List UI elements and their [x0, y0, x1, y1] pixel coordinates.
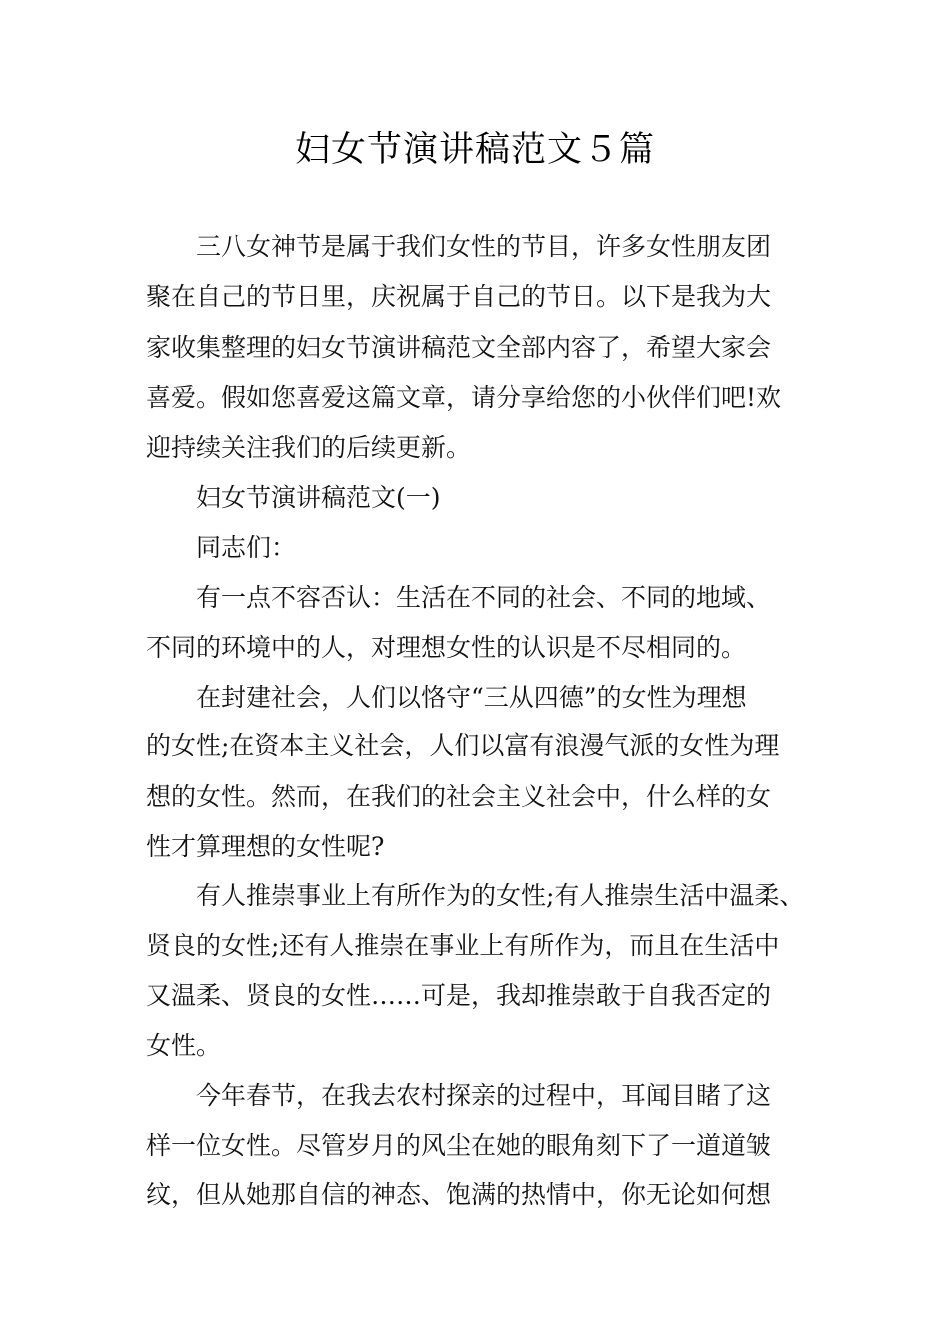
text-line: 性才算理想的女性呢? — [146, 832, 385, 861]
text-line: 纹，但从她那自信的神态、饱满的热情中，你无论如何想 — [146, 1180, 772, 1209]
text-line: 聚在自己的节日里，庆祝属于自己的节日。以下是我为大 — [146, 282, 772, 311]
section-heading: 妇女节演讲稿范文(一) — [196, 483, 441, 512]
text-line: 今年春节，在我去农村探亲的过程中，耳闻目睹了这 — [196, 1081, 772, 1110]
text-line: 迎持续关注我们的后续更新。 — [146, 433, 472, 462]
text-line: 又温柔、贤良的女性……可是，我却推崇敢于自我否定的 — [146, 981, 772, 1010]
text-line: 有人推崇事业上有所作为的女性;有人推崇生活中温柔、 — [196, 881, 805, 910]
text-line: 贤良的女性;还有人推崇在事业上有所作为，而且在生活中 — [146, 931, 780, 960]
text-line: 三八女神节是属于我们女性的节目，许多女性朋友团 — [196, 232, 772, 261]
text-line: 喜爱。假如您喜爱这篇文章，请分享给您的小伙伴们吧!欢 — [146, 383, 782, 412]
text-line: 女性。 — [146, 1031, 222, 1060]
text-line: 有一点不容否认：生活在不同的社会、不同的地域、 — [196, 583, 772, 612]
text-line: 想的女性。然而，在我们的社会主义社会中，什么样的女 — [146, 782, 772, 811]
text-line: 的女性;在资本主义社会，人们以富有浪漫气派的女性为理 — [146, 731, 780, 760]
text-line: 在封建社会，人们以恪守“三从四德”的女性为理想 — [196, 683, 747, 712]
text-line: 不同的环境中的人，对理想女性的认识是不尽相同的。 — [146, 633, 747, 662]
text-line: 样一位女性。尽管岁月的风尘在她的眼角刻下了一道道皱 — [146, 1131, 772, 1160]
salutation: 同志们： — [196, 533, 297, 562]
text-line: 家收集整理的妇女节演讲稿范文全部内容了，希望大家会 — [146, 333, 772, 362]
document-title: 妇女节演讲稿范文５篇 — [294, 130, 655, 170]
